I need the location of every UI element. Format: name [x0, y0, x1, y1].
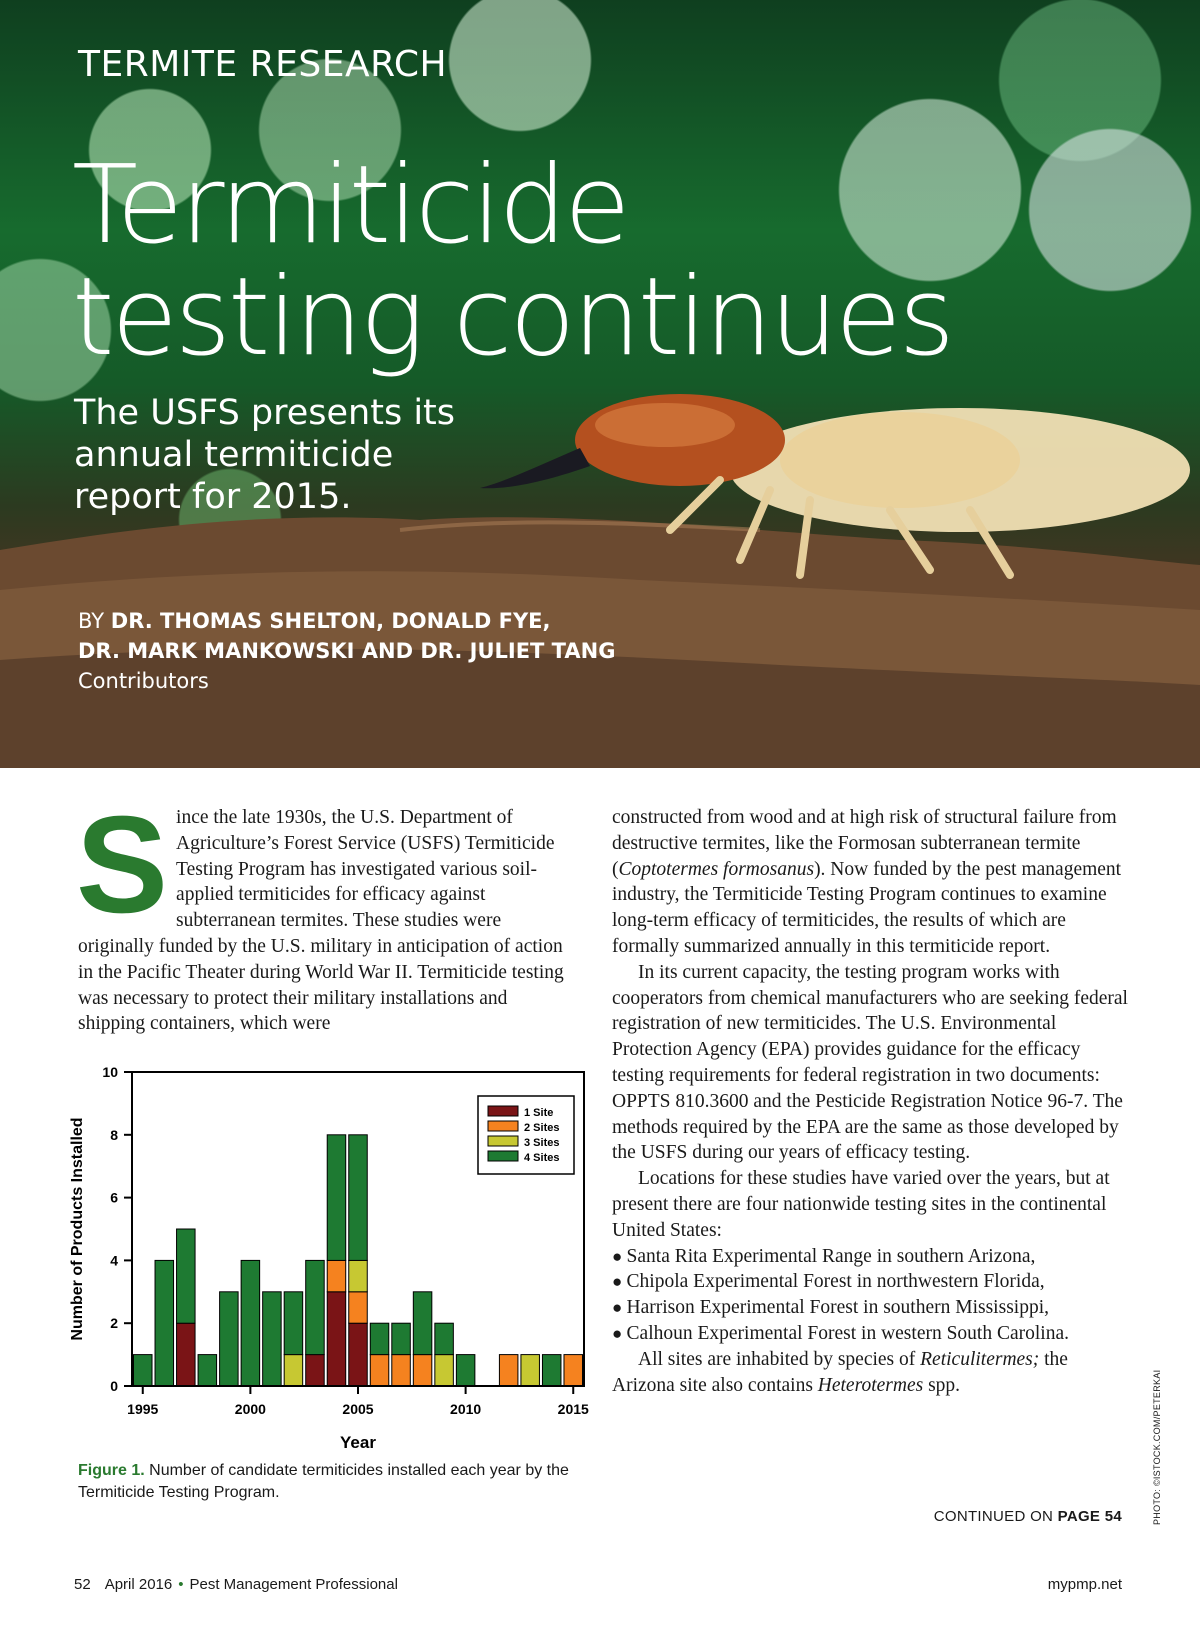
y-tick-label: 4 — [110, 1252, 118, 1269]
chart-bar-segment — [413, 1355, 432, 1386]
chart-bar-segment — [435, 1323, 454, 1354]
chart-bar-segment — [499, 1355, 518, 1386]
article-paragraph-4 — [612, 1347, 1128, 1399]
chart-bar-segment — [198, 1355, 217, 1386]
headline — [72, 143, 952, 380]
continued-prefix: CONTINUED ON — [933, 1508, 1058, 1525]
legend-swatch — [488, 1151, 518, 1161]
genus-name-1: Reticulitermes; — [920, 1348, 1040, 1370]
legend-label: 2 Sites — [524, 1122, 560, 1134]
y-tick-label: 10 — [102, 1064, 118, 1080]
paragraph-4-text-c: spp. — [923, 1374, 961, 1396]
x-tick-label: 2000 — [234, 1401, 266, 1417]
figure-caption-text: Number of candidate termiticides installed each year by the Termiticide Testing Program. — [78, 1462, 569, 1501]
footer-bullet: • — [178, 1576, 184, 1593]
chart-bar-segment — [349, 1135, 368, 1261]
legend-label: 1 Site — [524, 1107, 554, 1119]
chart-bar-segment — [327, 1260, 346, 1291]
drop-cap: S — [76, 788, 169, 942]
byline-authors-line-2: DR. MARK MANKOWSKI AND DR. JULIET TANG — [78, 639, 616, 663]
x-tick-label: 2015 — [557, 1401, 589, 1417]
chart-bar-segment — [370, 1323, 389, 1354]
article-paragraph-1 — [76, 788, 578, 1037]
chart-bar-segment — [349, 1323, 368, 1386]
chart-bar-segment — [435, 1355, 454, 1386]
chart-bar-segment — [263, 1292, 282, 1386]
byline-role: Contributors — [78, 669, 209, 693]
chart-bar-segment — [177, 1229, 196, 1323]
x-tick-label: 1995 — [127, 1401, 159, 1417]
site-list-item: ● Santa Rita Experimental Range in southern Arizona, — [612, 1244, 1128, 1270]
chart-bar-segment — [220, 1292, 239, 1386]
chart-bar-segment — [392, 1323, 411, 1354]
y-axis-label: Number of Products Installed — [69, 1117, 86, 1341]
chart-bar-segment — [284, 1292, 303, 1355]
headline-line-1: Termiticide — [72, 143, 628, 268]
site-list-item: ● Harrison Experimental Forest in southern Mississippi, — [612, 1295, 1128, 1321]
figure-caption — [78, 1460, 588, 1504]
paragraph-1-cont-text-b: ). Now funded by the pest management industry, the Termiticide Testing Program continues to examine long-term efficacy of termiticides, the results of which are formally summarized annually in this termiticide report. — [612, 858, 1122, 957]
chart-bar-segment — [134, 1355, 153, 1386]
chart-bar-segment — [327, 1292, 346, 1386]
chart-bar-segment — [564, 1355, 583, 1386]
issue-date: April 2016 — [104, 1576, 173, 1593]
continued-page-link[interactable]: PAGE 54 — [1057, 1508, 1122, 1525]
article-column-left — [76, 788, 578, 1037]
article-paragraph-3: Locations for these studies have varied over the years, but at present there are four nationwide testing sites in the continental United States: — [612, 1168, 1110, 1241]
chart-bar-segment — [155, 1260, 174, 1386]
chart-bar-segment — [349, 1260, 368, 1291]
subhead: The USFS presents its annual termiticide report for 2015. — [74, 393, 456, 517]
x-tick-label: 2005 — [342, 1401, 374, 1417]
byline-authors-line-1: DR. THOMAS SHELTON, DONALD FYE, — [110, 609, 551, 633]
page-footer-left — [74, 1576, 398, 1593]
article-column-right — [612, 805, 1128, 1398]
paragraph-1-cont-text-a: constructed from wood and at high risk of structural failure from destructive termites, like the Formosan subterranean termite ( — [612, 807, 1117, 880]
chart-bar-segment — [241, 1260, 260, 1386]
continued-note — [934, 1508, 1122, 1525]
genus-name-2: Heterotermes — [817, 1374, 924, 1396]
photo-credit: PHOTO: ©ISTOCK.COM/PETERKAI — [1152, 1369, 1162, 1525]
figure-1-chart — [60, 1058, 600, 1458]
chart-bar-segment — [306, 1355, 325, 1386]
y-tick-label: 8 — [110, 1126, 118, 1143]
paragraph-4-text-b: the Arizona site also contains — [612, 1348, 1068, 1396]
website-link[interactable]: mypmp.net — [1047, 1576, 1122, 1593]
section-label: TERMITE RESEARCH — [78, 44, 448, 85]
legend-swatch — [488, 1121, 518, 1131]
chart-bar-segment — [306, 1260, 325, 1354]
termite-illustration — [470, 370, 1200, 590]
site-list-item: ● Chipola Experimental Forest in northwestern Florida, — [612, 1269, 1128, 1295]
chart-bar-segment — [456, 1355, 475, 1386]
page-number: 52 — [74, 1576, 91, 1593]
chart-bar-segment — [521, 1355, 540, 1386]
magazine-name: Pest Management Professional — [189, 1576, 398, 1593]
chart-bar-segment — [542, 1355, 561, 1386]
paragraph-4-text-a: All sites are inhabited by species of — [638, 1348, 921, 1370]
hero-photo — [0, 0, 1200, 768]
headline-line-2: testing continues — [72, 255, 952, 380]
y-tick-label: 2 — [110, 1315, 118, 1332]
legend-label: 3 Sites — [524, 1137, 560, 1149]
figure-label: Figure 1. — [78, 1462, 145, 1479]
chart-bar-segment — [284, 1355, 303, 1386]
byline-prefix: BY — [78, 609, 111, 633]
chart-bar-segment — [413, 1292, 432, 1355]
chart-bar-segment — [177, 1323, 196, 1386]
legend-swatch — [488, 1106, 518, 1116]
legend-label: 4 Sites — [524, 1152, 560, 1164]
paragraph-1-text: ince the late 1930s, the U.S. Department of Agriculture’s Forest Service (USFS) Termiticide Testing Program has investigated various soil-applied termiticides for efficacy against subterranean termites. These studies were originally funded by the U.S. military in anticipation of action in the Pacific Theater during World War II. Termiticide testing was necessary to protect their military installations and shipping containers, which were — [78, 807, 564, 1035]
article-paragraph-1-continued — [612, 805, 1128, 960]
chart-bar-segment — [370, 1355, 389, 1386]
x-axis-label: Year — [340, 1433, 376, 1452]
species-name: Coptotermes formosanus — [618, 858, 815, 880]
y-tick-label: 6 — [110, 1189, 118, 1206]
legend-swatch — [488, 1136, 518, 1146]
byline — [78, 606, 615, 696]
article-paragraph-2: In its current capacity, the testing program works with cooperators from chemical manufacturers who are seeking federal registration of new termiticides. The U.S. Environmental Protection Agency (EPA) provides guidance for the efficacy testing requirements for federal registration in two documents: OPPTS 810.3600 and the Pesticide Registration Notice 96-7. The methods required by the EPA are the same as those developed by the USFS during our years of efficacy testing. — [612, 961, 1128, 1164]
x-tick-label: 2010 — [450, 1401, 482, 1417]
chart-bar-segment — [327, 1135, 346, 1261]
chart-bar-segment — [392, 1355, 411, 1386]
site-list-item: ● Calhoun Experimental Forest in western South Carolina. — [612, 1321, 1128, 1347]
chart-bar-segment — [349, 1292, 368, 1323]
y-tick-label: 0 — [110, 1378, 118, 1394]
